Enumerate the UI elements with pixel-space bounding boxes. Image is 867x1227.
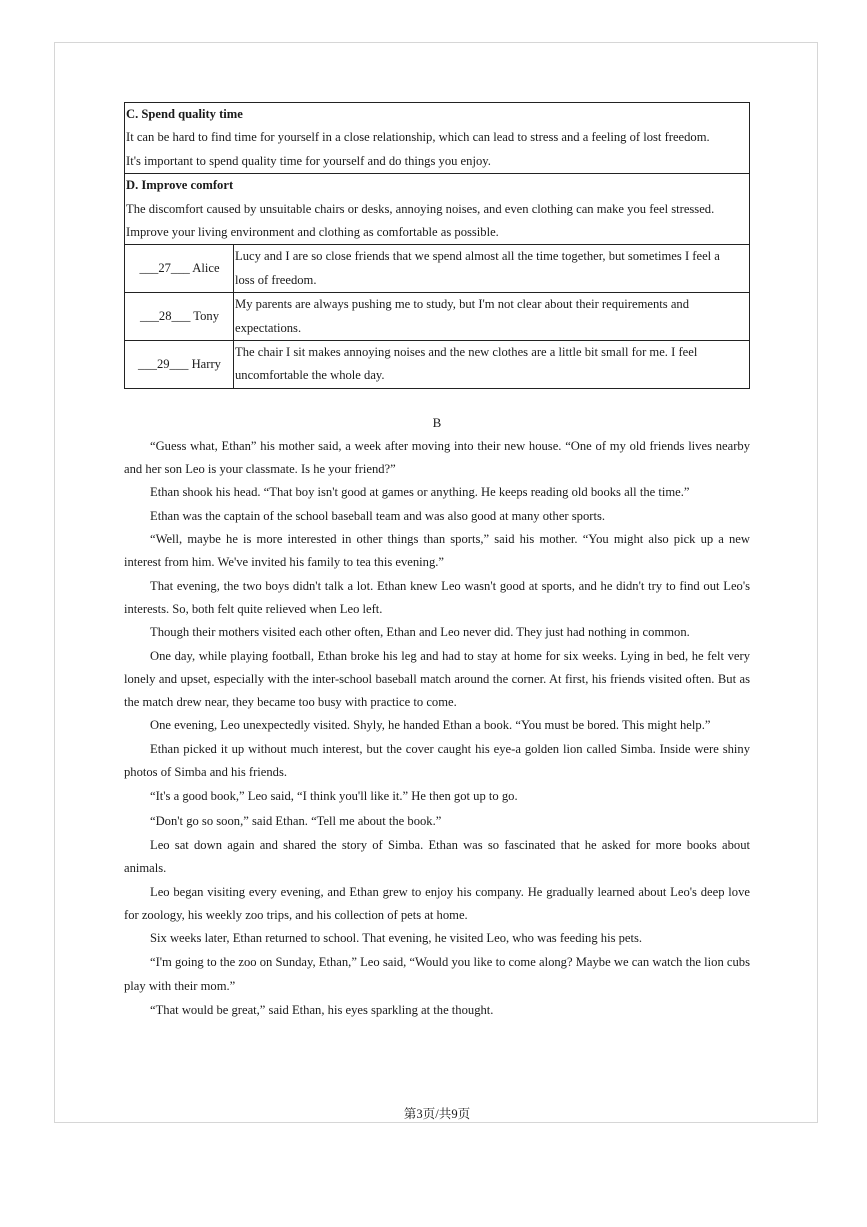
question-text-line1: Lucy and I are so close friends that we spend almost all the time together, but sometimes I feel a [235,249,720,264]
section-c-title: C. Spend quality time [126,107,243,121]
section-d-line2: Improve your living environment and clothing as comfortable as possible. [126,225,499,240]
section-d-line1: The discomfort caused by unsuitable chairs or desks, annoying noises, and even clothing can make you feel stressed. [126,201,715,216]
question-label: ___27___ Alice [125,245,234,293]
paragraph: One evening, Leo unexpectedly visited. Shyly, he handed Ethan a book. “You must be bored. This might help.” [150,718,711,733]
paragraph: “That would be great,” said Ethan, his eyes sparkling at the thought. [150,1003,494,1017]
tips-table [124,102,750,389]
question-text-line1: The chair I sit makes annoying noises and the new clothes are a little bit small for me. I feel [235,345,698,360]
question-text [234,245,750,293]
paragraph: Ethan shook his head. “That boy isn't good at games or anything. He keeps reading old books all the time.” [150,485,690,500]
paragraph: Ethan picked it up without much interest, but the cover caught his eye-a golden lion called Simba. Inside were shiny photos of Simba and his friends. [124,741,750,780]
question-text-line1: My parents are always pushing me to study, but I'm not clear about their requirements and [235,297,690,312]
paragraph: Leo began visiting every evening, and Ethan grew to enjoy his company. He gradually learned about Leo's deep love for zoology, his weekly zoo trips, and his collection of pets at home. [124,884,750,922]
paragraph: Six weeks later, Ethan returned to school. That evening, he visited Leo, who was feeding his pets. [150,931,643,946]
paragraph: “I'm going to the zoo on Sunday, Ethan,” Leo said, “Would you like to come along? Maybe we can watch the lion cubs play with their mom.” [124,955,750,993]
section-c-line1: It can be hard to find time for yourself in a close relationship, which can lead to stress and a feeling of lost freedom. [126,130,710,145]
passage-b-title: B [432,414,442,430]
question-text [234,341,750,389]
section-d-row [125,174,750,245]
question-row [125,293,750,341]
paragraph: “Don't go so soon,” said Ethan. “Tell me about the book.” [150,813,442,828]
paragraph: Leo sat down again and shared the story of Simba. Ethan was so fascinated that he asked for more books about animals. [124,837,750,876]
section-d-title: D. Improve comfort [126,178,234,193]
question-text [234,293,750,341]
question-label: ___28___ Tony [125,293,234,341]
passage-b-body [124,435,750,1022]
paragraph: Ethan was the captain of the school baseball team and was also good at many other sports. [150,508,605,523]
question-row [125,341,750,389]
page-number: 第3页/共9页 [403,1107,471,1121]
question-text-line2: expectations. [235,320,302,335]
document-page [54,42,818,1123]
question-label: ___29___ Harry [125,341,234,389]
page-content [124,102,750,1022]
paragraph: “It's a good book,” Leo said, “I think you'll like it.” He then got up to go. [150,789,518,804]
section-c-row [125,103,750,174]
paragraph: Though their mothers visited each other often, Ethan and Leo never did. They just had nothing in common. [150,625,690,640]
paragraph: “Guess what, Ethan” his mother said, a week after moving into their new house. “One of my old friends lives nearby and her son Leo is your classmate. Is he your friend?” [124,438,750,477]
paragraph: One day, while playing football, Ethan broke his leg and had to stay at home for six weeks. Lying in bed, he felt very lonely and upset, especially with the inter-school baseball match around the corner. At first, his friends visited often. But as the match drew near, they became too busy with practice to come. [124,648,750,710]
question-text-line2: uncomfortable the whole day. [235,368,385,383]
section-c-line2: It's important to spend quality time for yourself and do things you enjoy. [126,153,491,168]
paragraph: “Well, maybe he is more interested in other things than sports,” said his mother. “You might also pick up a new interest from him. We've invited his family to tea this evening.” [124,532,750,570]
question-row [125,245,750,293]
question-text-line2: loss of freedom. [235,272,317,287]
paragraph: That evening, the two boys didn't talk a lot. Ethan knew Leo wasn't good at sports, and he didn't try to find out Leo's interests. So, both felt quite relieved when Leo left. [124,578,750,616]
